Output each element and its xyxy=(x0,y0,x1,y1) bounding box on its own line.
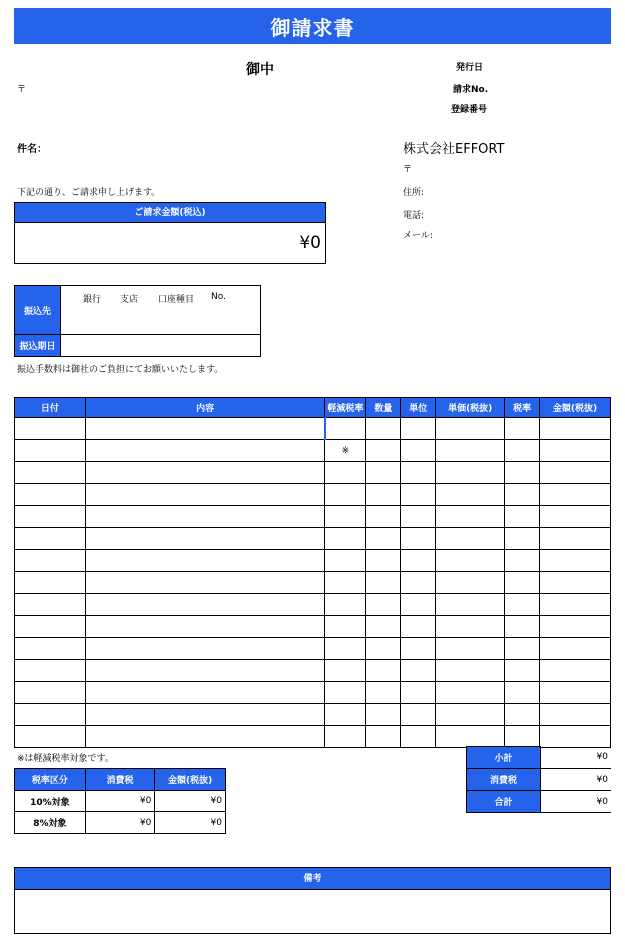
item-date-cell[interactable] xyxy=(15,506,86,528)
reduced-note: ※は軽減税率対象です。 xyxy=(17,754,114,764)
item-reduced-cell[interactable] xyxy=(325,528,366,550)
item-unit-price-cell[interactable] xyxy=(436,528,505,550)
item-unit-cell[interactable] xyxy=(401,638,436,660)
remarks-box xyxy=(14,867,611,934)
item-tax-rate-cell[interactable] xyxy=(505,440,540,462)
item-date-cell[interactable] xyxy=(15,616,86,638)
bank-box xyxy=(14,285,261,357)
item-unit-cell[interactable] xyxy=(401,418,436,440)
item-reduced-cell[interactable] xyxy=(325,594,366,616)
fee-note: 振込手数料は御社のご負担にてお願いいたします。 xyxy=(17,365,224,375)
item-amount-cell[interactable] xyxy=(540,572,611,594)
tax-row xyxy=(15,791,226,812)
item-date-cell[interactable] xyxy=(15,440,86,462)
item-qty-cell[interactable] xyxy=(366,726,401,748)
item-row xyxy=(15,660,611,682)
invoice-no-label: 請求No. xyxy=(453,85,489,95)
col-unit: 単位 xyxy=(401,398,436,418)
item-unit-price-cell[interactable] xyxy=(436,682,505,704)
item-date-cell[interactable] xyxy=(15,572,86,594)
item-amount-cell[interactable] xyxy=(540,616,611,638)
item-row xyxy=(15,440,611,462)
item-tax-rate-cell[interactable] xyxy=(505,726,540,748)
subtotal-row xyxy=(467,747,612,769)
item-reduced-cell[interactable] xyxy=(325,704,366,726)
item-unit-price-cell[interactable] xyxy=(436,572,505,594)
item-unit-price-cell[interactable] xyxy=(436,462,505,484)
item-qty-cell[interactable] xyxy=(366,660,401,682)
tax-col-category: 税率区分 xyxy=(15,769,86,791)
items-table xyxy=(14,397,611,748)
item-reduced-cell[interactable] xyxy=(325,682,366,704)
item-date-cell[interactable] xyxy=(15,638,86,660)
tax-total-row xyxy=(467,769,612,791)
item-unit-cell[interactable] xyxy=(401,594,436,616)
item-content-cell[interactable] xyxy=(85,462,325,484)
item-row xyxy=(15,462,611,484)
item-unit-cell[interactable] xyxy=(401,704,436,726)
item-content-cell[interactable] xyxy=(85,572,325,594)
item-unit-price-cell[interactable] xyxy=(436,506,505,528)
item-row xyxy=(15,506,611,528)
item-qty-cell[interactable] xyxy=(366,572,401,594)
item-content-cell[interactable] xyxy=(85,704,325,726)
company-name: 株式会社EFFORT xyxy=(403,142,505,157)
subtotal-value: ¥0 xyxy=(541,747,612,769)
tax-table xyxy=(14,768,226,834)
tax-row-label: 10%対象 xyxy=(15,791,86,812)
col-tax-rate: 税率 xyxy=(505,398,540,418)
item-amount-cell[interactable] xyxy=(540,726,611,748)
tax-col-amount: 金額(税抜) xyxy=(155,769,226,791)
item-tax-rate-cell[interactable] xyxy=(505,418,540,440)
company-postal: 〒 xyxy=(403,165,413,175)
item-tax-rate-cell[interactable] xyxy=(505,528,540,550)
item-unit-cell[interactable] xyxy=(401,682,436,704)
item-content-cell[interactable] xyxy=(85,726,325,748)
item-tax-rate-cell[interactable] xyxy=(505,506,540,528)
item-amount-cell[interactable] xyxy=(540,682,611,704)
registration-no-label: 登録番号 xyxy=(451,105,488,115)
item-reduced-cell[interactable]: ※ xyxy=(325,440,366,462)
item-qty-cell[interactable] xyxy=(366,682,401,704)
item-unit-cell[interactable] xyxy=(401,616,436,638)
col-content: 内容 xyxy=(85,398,325,418)
items-header-row xyxy=(15,398,611,418)
tax-row-label: 8%対象 xyxy=(15,812,86,834)
item-reduced-cell[interactable] xyxy=(325,506,366,528)
item-content-cell[interactable] xyxy=(85,660,325,682)
totals-table xyxy=(466,746,611,813)
item-amount-cell[interactable] xyxy=(540,704,611,726)
item-amount-cell[interactable] xyxy=(540,638,611,660)
item-unit-cell[interactable] xyxy=(401,462,436,484)
item-reduced-cell[interactable] xyxy=(325,550,366,572)
item-unit-cell[interactable] xyxy=(401,440,436,462)
item-unit-price-cell[interactable] xyxy=(436,704,505,726)
item-reduced-cell[interactable] xyxy=(325,484,366,506)
col-qty: 数量 xyxy=(366,398,401,418)
item-date-cell[interactable] xyxy=(15,462,86,484)
item-row xyxy=(15,682,611,704)
item-content-cell[interactable] xyxy=(85,506,325,528)
item-unit-cell[interactable] xyxy=(401,572,436,594)
item-amount-cell[interactable] xyxy=(540,660,611,682)
tax-total-label: 消費税 xyxy=(467,769,541,791)
item-row xyxy=(15,418,611,440)
item-amount-cell[interactable] xyxy=(540,506,611,528)
intro-text: 下記の通り、ご請求申し上げます。 xyxy=(17,188,161,198)
remarks-field[interactable] xyxy=(15,890,610,933)
item-unit-cell[interactable] xyxy=(401,506,436,528)
item-date-cell[interactable] xyxy=(15,704,86,726)
item-reduced-cell[interactable] xyxy=(325,462,366,484)
item-amount-cell[interactable] xyxy=(540,440,611,462)
document-title: 御請求書 xyxy=(14,8,611,44)
item-unit-price-cell[interactable] xyxy=(436,726,505,748)
item-qty-cell[interactable] xyxy=(366,484,401,506)
item-qty-cell[interactable] xyxy=(366,462,401,484)
tax-row-tax: ¥0 xyxy=(85,791,155,812)
item-amount-cell[interactable] xyxy=(540,594,611,616)
item-unit-cell[interactable] xyxy=(401,484,436,506)
deadline-label: 振込期日 xyxy=(15,335,61,356)
item-amount-cell[interactable] xyxy=(540,462,611,484)
item-content-cell[interactable] xyxy=(85,682,325,704)
company-address: 住所: xyxy=(403,188,425,198)
item-unit-price-cell[interactable] xyxy=(436,638,505,660)
item-unit-price-cell[interactable] xyxy=(436,660,505,682)
item-content-cell[interactable] xyxy=(85,440,325,462)
grand-total-row xyxy=(467,791,612,813)
item-unit-price-cell[interactable] xyxy=(436,418,505,440)
grand-total-label: 合計 xyxy=(467,791,541,813)
item-qty-cell[interactable] xyxy=(366,418,401,440)
bank-field-no: No. xyxy=(211,292,226,302)
item-date-cell[interactable] xyxy=(15,660,86,682)
item-content-cell[interactable] xyxy=(85,418,325,440)
item-reduced-cell[interactable] xyxy=(325,418,366,440)
item-qty-cell[interactable] xyxy=(366,594,401,616)
item-content-cell[interactable] xyxy=(85,616,325,638)
item-row xyxy=(15,704,611,726)
item-tax-rate-cell[interactable] xyxy=(505,594,540,616)
item-unit-cell[interactable] xyxy=(401,550,436,572)
bank-field-bank: 銀行 xyxy=(83,295,102,305)
amount-box xyxy=(14,202,326,264)
col-date: 日付 xyxy=(15,398,86,418)
amount-header: ご請求金額(税込) xyxy=(15,203,325,223)
tax-row-tax: ¥0 xyxy=(85,812,155,834)
item-tax-rate-cell[interactable] xyxy=(505,484,540,506)
item-reduced-cell[interactable] xyxy=(325,726,366,748)
item-content-cell[interactable] xyxy=(85,594,325,616)
item-row xyxy=(15,594,611,616)
bank-field-type: 口座種目 xyxy=(158,295,195,305)
item-unit-cell[interactable] xyxy=(401,726,436,748)
tax-col-tax: 消費税 xyxy=(85,769,155,791)
item-row xyxy=(15,726,611,748)
item-reduced-cell[interactable] xyxy=(325,616,366,638)
item-row xyxy=(15,572,611,594)
item-content-cell[interactable] xyxy=(85,638,325,660)
item-date-cell[interactable] xyxy=(15,528,86,550)
item-tax-rate-cell[interactable] xyxy=(505,616,540,638)
item-tax-rate-cell[interactable] xyxy=(505,462,540,484)
col-reduced: 軽減税率 xyxy=(325,398,366,418)
item-reduced-cell[interactable] xyxy=(325,572,366,594)
item-reduced-cell[interactable] xyxy=(325,660,366,682)
item-date-cell[interactable] xyxy=(15,726,86,748)
item-date-cell[interactable] xyxy=(15,550,86,572)
item-qty-cell[interactable] xyxy=(366,440,401,462)
tax-row-amount: ¥0 xyxy=(155,791,226,812)
item-row xyxy=(15,550,611,572)
item-content-cell[interactable] xyxy=(85,484,325,506)
tax-row xyxy=(15,812,226,834)
col-unit-price: 単価(税抜) xyxy=(436,398,505,418)
issue-date-label: 発行日 xyxy=(456,63,484,73)
subtotal-label: 小計 xyxy=(467,747,541,769)
col-amount: 金額(税抜) xyxy=(540,398,611,418)
company-phone: 電話: xyxy=(403,211,425,221)
item-qty-cell[interactable] xyxy=(366,506,401,528)
item-date-cell[interactable] xyxy=(15,682,86,704)
item-unit-cell[interactable] xyxy=(401,528,436,550)
amount-value: ¥0 xyxy=(299,233,321,253)
item-unit-price-cell[interactable] xyxy=(436,440,505,462)
item-unit-cell[interactable] xyxy=(401,660,436,682)
item-tax-rate-cell[interactable] xyxy=(505,550,540,572)
item-unit-price-cell[interactable] xyxy=(436,594,505,616)
item-reduced-cell[interactable] xyxy=(325,638,366,660)
tax-row-amount: ¥0 xyxy=(155,812,226,834)
item-tax-rate-cell[interactable] xyxy=(505,682,540,704)
item-row xyxy=(15,638,611,660)
item-unit-price-cell[interactable] xyxy=(436,550,505,572)
bank-label: 振込先 xyxy=(15,286,61,334)
company-email: メール: xyxy=(403,231,433,241)
recipient-suffix: 御中 xyxy=(246,62,274,78)
item-date-cell[interactable] xyxy=(15,484,86,506)
subject-label: 件名： xyxy=(17,144,47,155)
item-qty-cell[interactable] xyxy=(366,638,401,660)
item-row xyxy=(15,484,611,506)
item-amount-cell[interactable] xyxy=(540,418,611,440)
item-date-cell[interactable] xyxy=(15,594,86,616)
item-amount-cell[interactable] xyxy=(540,484,611,506)
item-qty-cell[interactable] xyxy=(366,704,401,726)
item-row xyxy=(15,528,611,550)
item-tax-rate-cell[interactable] xyxy=(505,660,540,682)
item-unit-price-cell[interactable] xyxy=(436,616,505,638)
remarks-header: 備考 xyxy=(15,868,610,890)
item-content-cell[interactable] xyxy=(85,550,325,572)
recipient-postal: 〒 xyxy=(17,85,27,95)
item-qty-cell[interactable] xyxy=(366,528,401,550)
item-row xyxy=(15,616,611,638)
item-qty-cell[interactable] xyxy=(366,616,401,638)
grand-total-value: ¥0 xyxy=(541,791,612,813)
item-tax-rate-cell[interactable] xyxy=(505,638,540,660)
bank-field-branch: 支店 xyxy=(120,295,139,305)
item-tax-rate-cell[interactable] xyxy=(505,704,540,726)
item-qty-cell[interactable] xyxy=(366,550,401,572)
item-amount-cell[interactable] xyxy=(540,528,611,550)
item-amount-cell[interactable] xyxy=(540,550,611,572)
tax-total-value: ¥0 xyxy=(541,769,612,791)
item-unit-price-cell[interactable] xyxy=(436,484,505,506)
item-tax-rate-cell[interactable] xyxy=(505,572,540,594)
item-content-cell[interactable] xyxy=(85,528,325,550)
item-date-cell[interactable] xyxy=(15,418,86,440)
